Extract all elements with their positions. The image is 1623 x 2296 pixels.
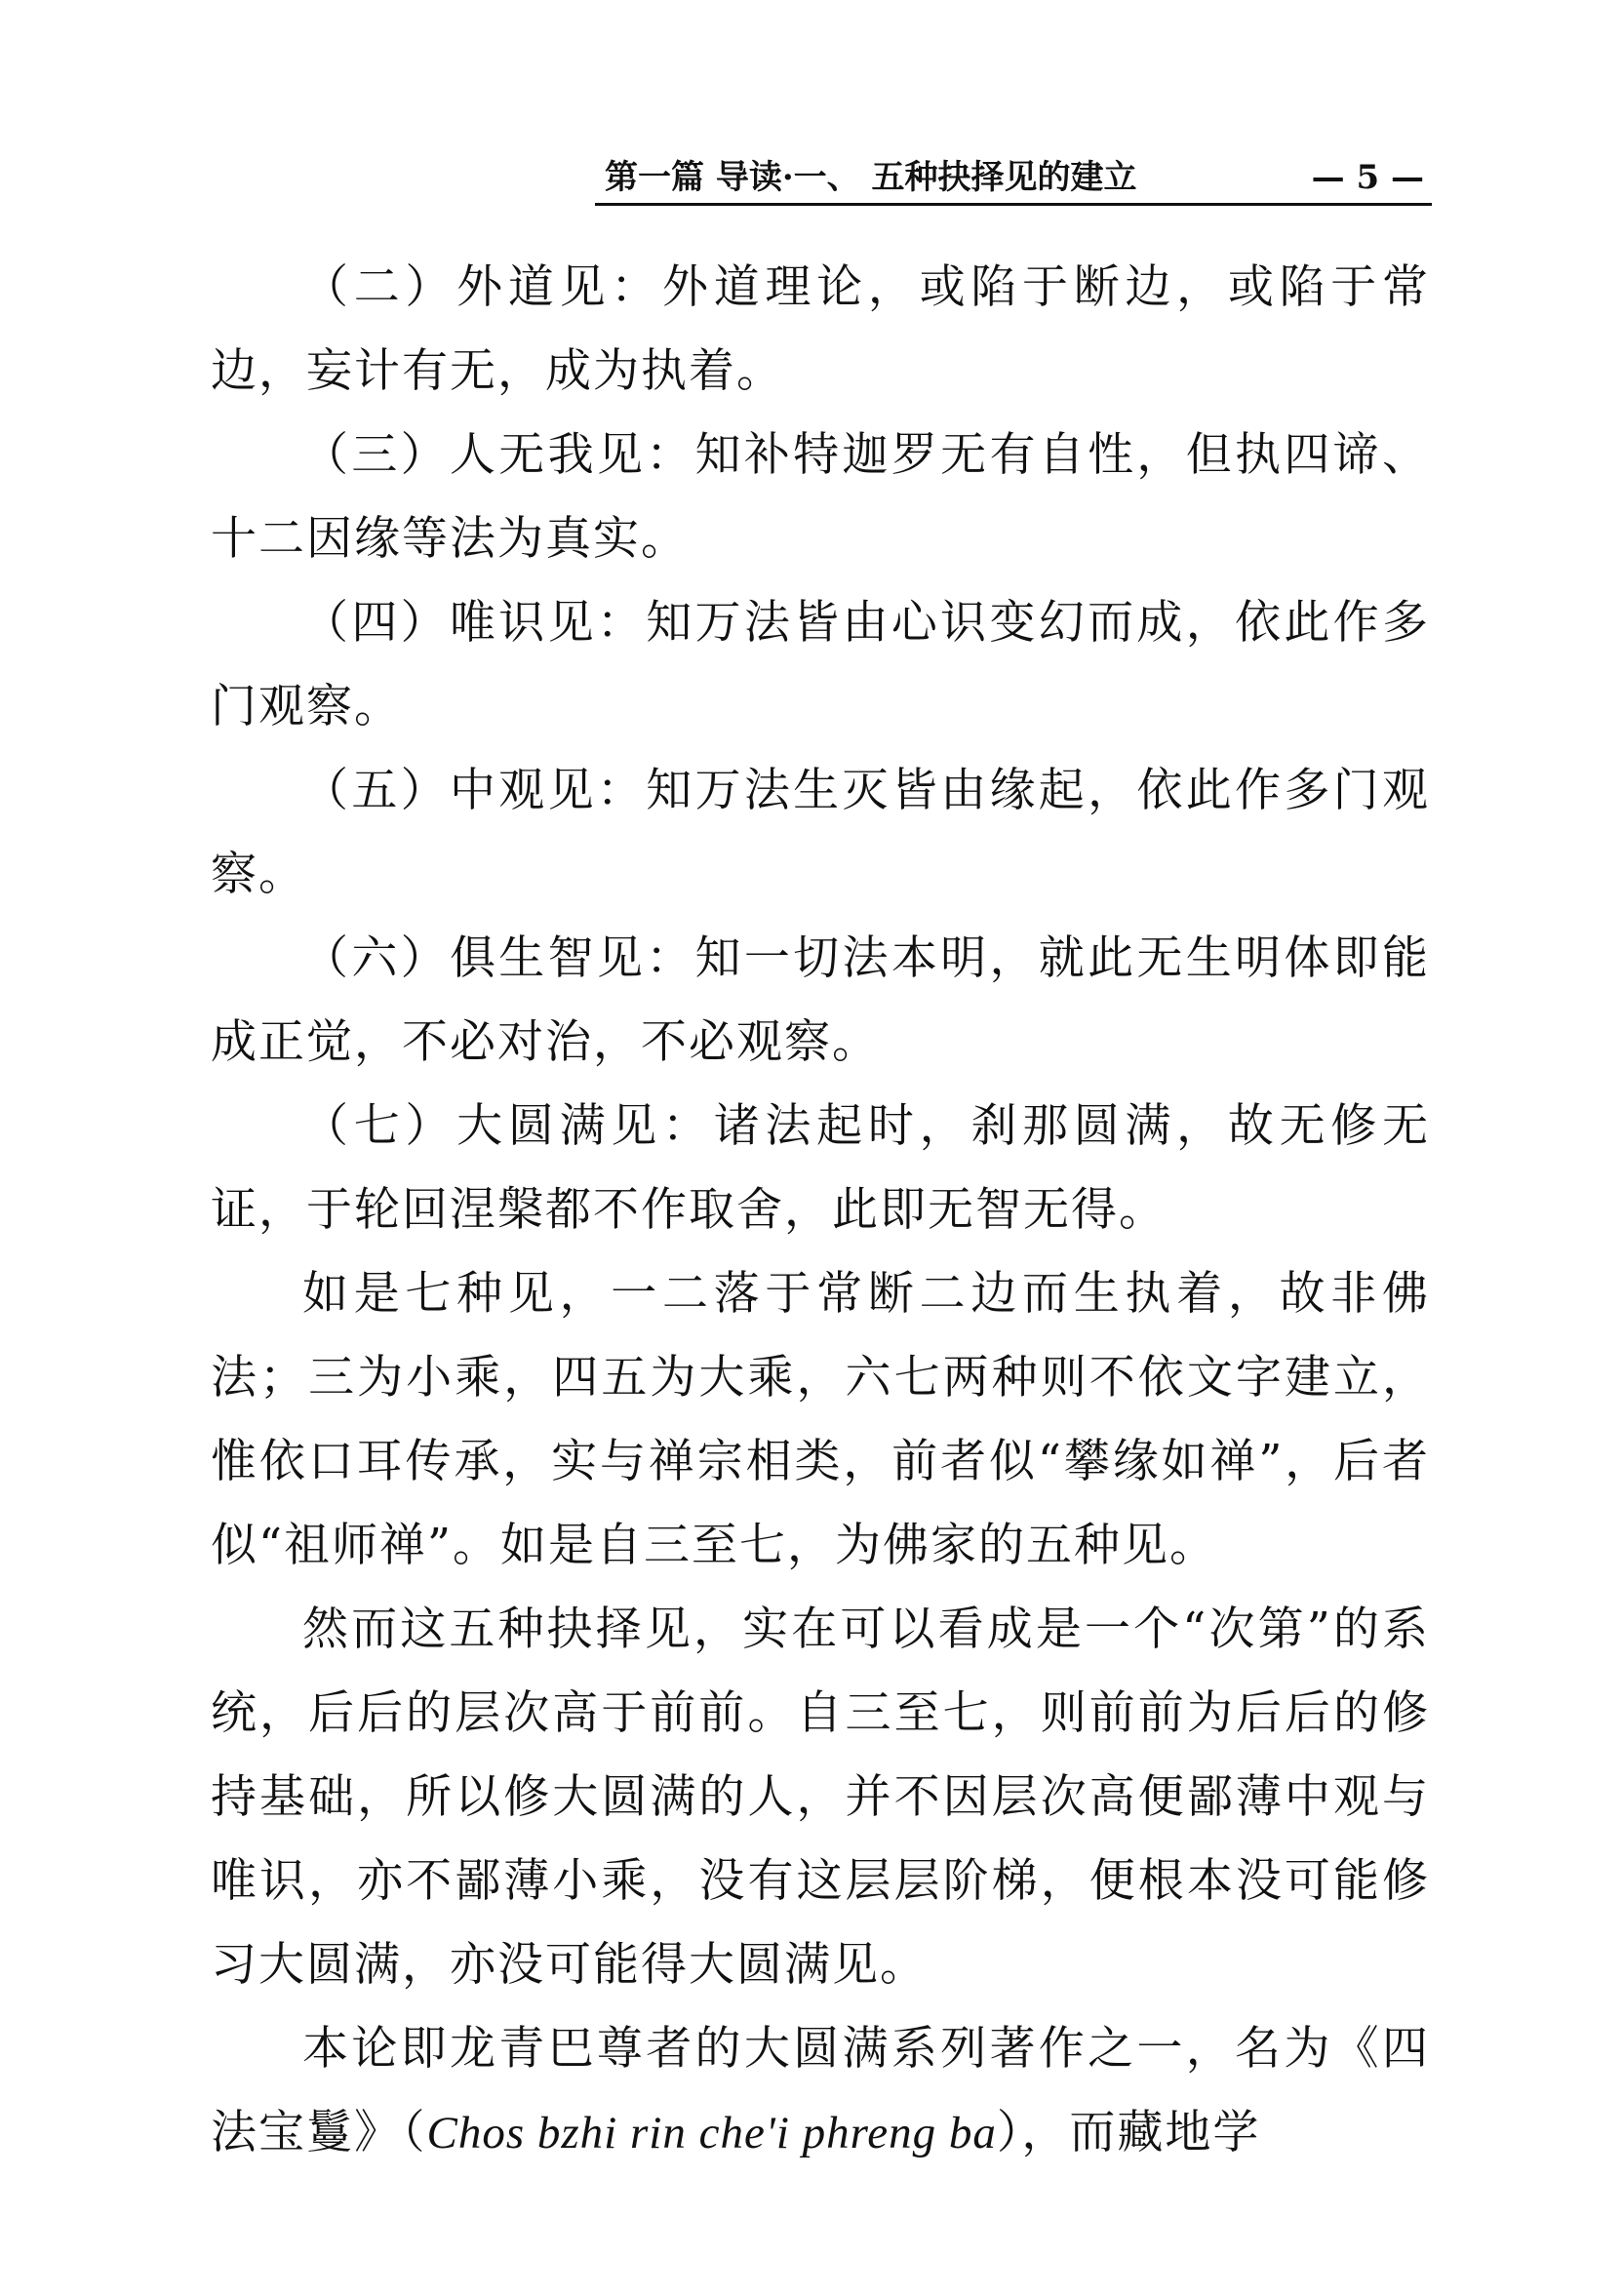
tibetan-title-transliteration: Chos bzhi rin che'i phreng ba	[426, 2108, 997, 2158]
paragraph-innate-wisdom-view: （六）俱生智见：知一切法本明，就此无生明体即能成正觉，不必对治，不必观察。	[211, 931, 1430, 1069]
paragraph-text-introduction	[211, 2007, 1430, 2175]
paragraph-selflessness-view: （三）人无我见：知补特迦罗无有自性，但执四谛、十二因缘等法为真实。	[211, 428, 1430, 566]
paragraph-outer-path-view: （二）外道见：外道理论，或陷于断边，或陷于常边，妄计有无，成为执着。	[211, 260, 1430, 398]
paragraph-graded-system: 然而这五种抉择见，实在可以看成是一个“次第”的系统，后后的层次高于前前。自三至七，则前前为后后的修持基础，所以修大圆满的人，并不因层次高便鄙薄中观与唯识，亦不鄙薄小乘，没有这层层阶梯，便根本没可能修习大圆满，亦没可能得大圆满见。	[211, 1603, 1430, 1992]
intro-text-after: ），而藏地学	[996, 2106, 1261, 2159]
paragraph-mind-only-view: （四）唯识见：知万法皆由心识变幻而成，依此作多门观察。	[211, 596, 1430, 733]
running-head	[605, 156, 1424, 199]
paragraph-seven-views-summary: 如是七种见，一二落于常断二边而生执着，故非佛法；三为小乘，四五为大乘，六七两种则不依文字建立，惟依口耳传承，实与禅宗相类，前者似“攀缘如禅”，后者似“祖师禅”。如是自三至七，为佛家的五种见。	[211, 1267, 1430, 1572]
chapter-title: 第一篇 导读·一、 五种抉择见的建立	[605, 158, 1137, 197]
paragraph-great-perfection-view: （七）大圆满见：诸法起时，刹那圆满，故无修无证，于轮回涅槃都不作取舍，此即无智无得。	[211, 1099, 1430, 1237]
page-number: — 5 —	[1311, 158, 1424, 197]
paragraph-madhyamaka-view: （五）中观见：知万法生灭皆由缘起，依此作多门观察。	[211, 764, 1430, 901]
body-text	[211, 246, 1430, 2175]
intro-text-before: 本论即龙青巴尊者的大圆满系列著作之一，名为《四法宝鬘》（	[211, 2022, 1430, 2159]
header-rule	[595, 203, 1432, 206]
